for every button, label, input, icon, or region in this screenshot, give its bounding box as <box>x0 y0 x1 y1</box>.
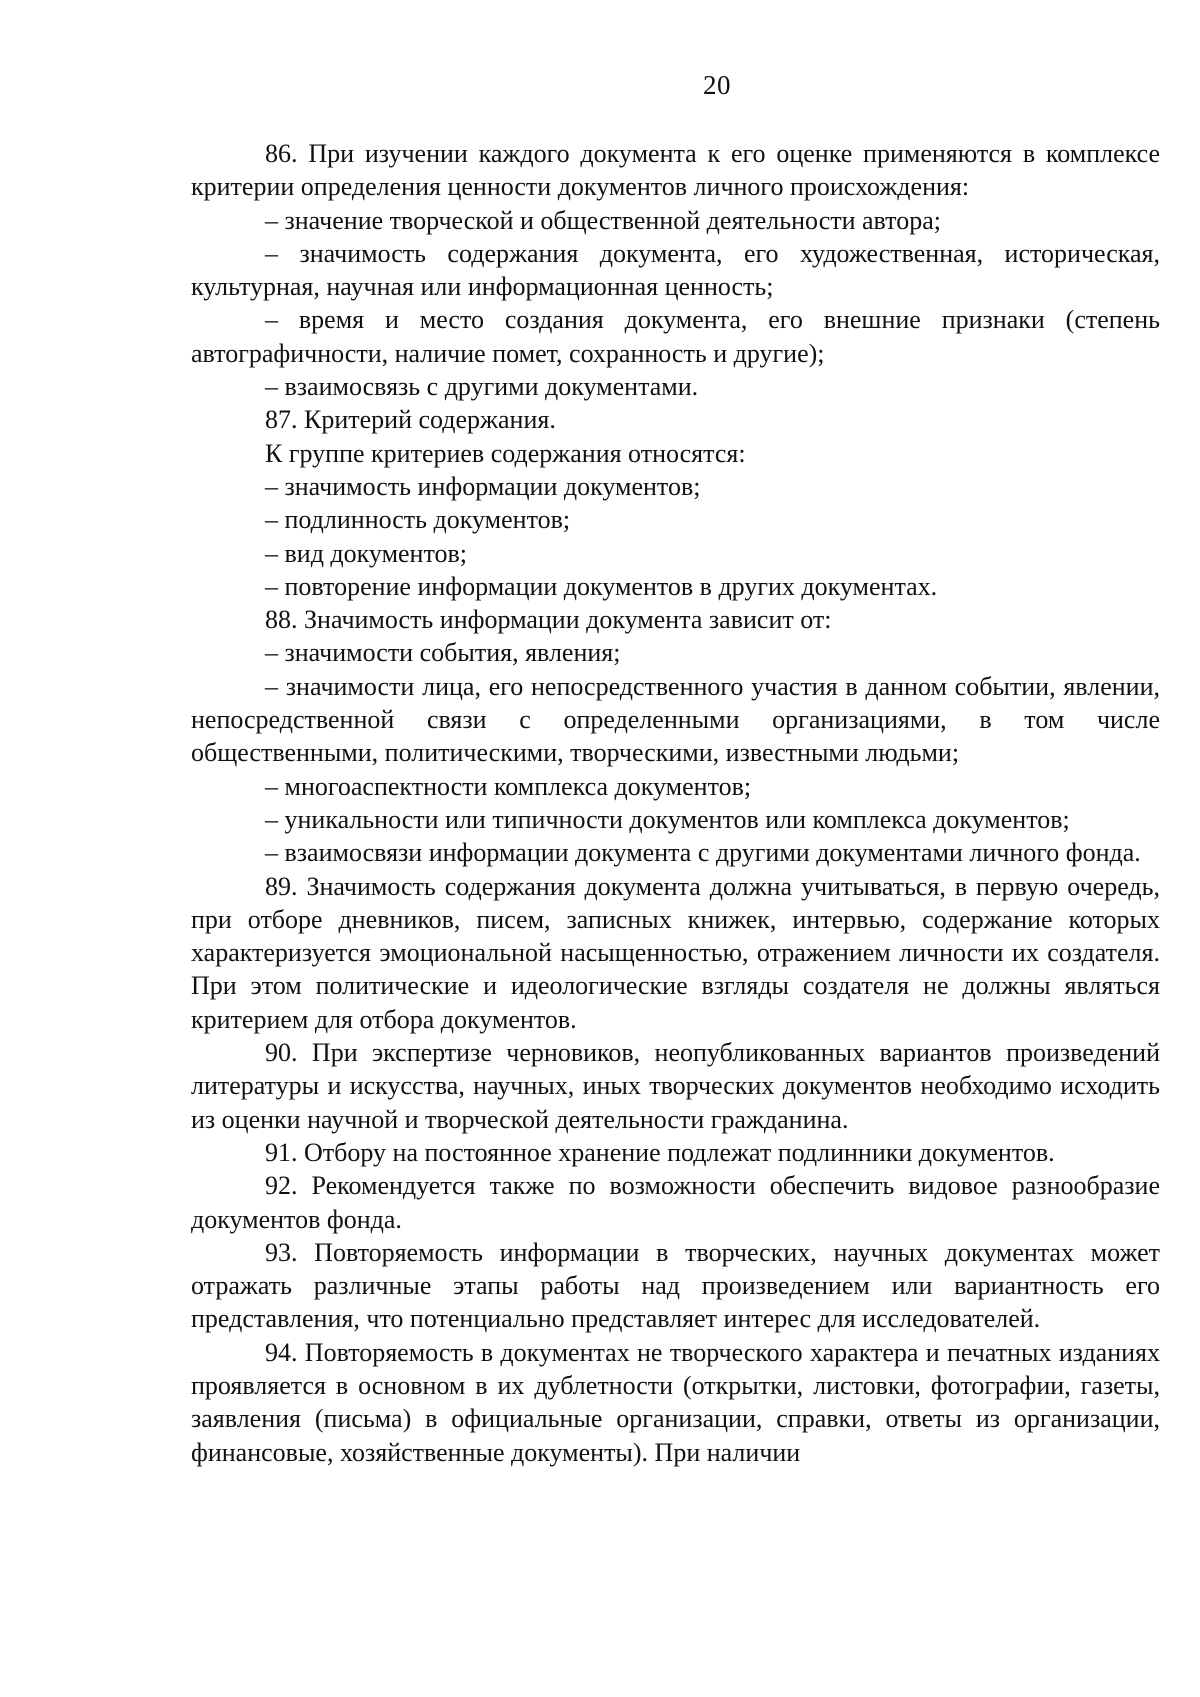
list-item: – значение творческой и общественной деятельности автора; <box>265 205 941 235</box>
paragraph-89: 89. Значимость содержания документа должна учитываться, в первую очередь, при отборе дневников, писем, записных книжек, интервью, содержание которых характеризуется эмоциональной насыщенностью, отражением личности их создателя. При этом политические и идеологические взгляды создателя не должны являться критерием для отбора документов. <box>191 871 1160 1034</box>
list-item: – вид документов; <box>265 538 467 568</box>
paragraph-87: 87. Критерий содержания. <box>265 405 556 435</box>
list-item: – многоаспектности комплекса документов; <box>265 771 752 801</box>
paragraph-86: 86. При изучении каждого документа к его оценке применяются в комплексе критерии определения ценности документов личного происхождения: <box>191 139 1160 202</box>
list-item: – время и место создания документа, его внешние признаки (степень автографичности, наличие помет, сохранность и другие); <box>191 305 1160 368</box>
list-item: – значимости лица, его непосредственного участия в данном событии, явлении, непосредственной связи с определенными организациями, в том числе общественными, политическими, творческими, известными людьми; <box>191 671 1160 768</box>
paragraph-92: 92. Рекомендуется также по возможности обеспечить видовое разнообразие документов фонда. <box>191 1171 1160 1234</box>
paragraph-94: 94. Повторяемость в документах не творческого характера и печатных изданиях проявляется в основном в их дублетности (открытки, листовки, фотографии, газеты, заявления (письма) в официальные организации, справки, ответы из организации, финансовые, хозяйственные документы). При наличии <box>191 1337 1160 1467</box>
paragraph-93: 93. Повторяемость информации в творческих, научных документах может отражать различные этапы работы над произведением или вариантность его представления, что потенциально представляет интерес для исследователей. <box>191 1237 1160 1334</box>
paragraph-88: 88. Значимость информации документа зависит от: <box>265 605 832 635</box>
list-item: – значимость информации документов; <box>265 471 701 501</box>
paragraph-90: 90. При экспертизе черновиков, неопубликованных вариантов произведений литературы и искусства, научных, иных творческих документов необходимо исходить из оценки научной и творческой деятельности гражданина. <box>191 1038 1160 1134</box>
list-item: – значимость содержания документа, его художественная, историческая, культурная, научная или информационная ценность; <box>191 238 1160 302</box>
document-body <box>191 137 1160 1469</box>
list-item: – взаимосвязи информации документа с другими документами личного фонда. <box>265 838 1141 868</box>
list-item: – значимости события, явления; <box>265 638 621 668</box>
list-item: – взаимосвязь с другими документами. <box>265 372 699 402</box>
list-item: – подлинность документов; <box>265 505 571 535</box>
page-number-text: 20 <box>703 70 731 100</box>
list-item: – уникальности или типичности документов или комплекса документов; <box>265 804 1070 834</box>
list-item: – повторение информации документов в других документах. <box>265 571 938 601</box>
paragraph-91: 91. Отбору на постоянное хранение подлежат подлинники документов. <box>265 1137 1055 1167</box>
page-number <box>0 70 1200 101</box>
paragraph-text: К группе критериев содержания относятся: <box>265 438 746 468</box>
